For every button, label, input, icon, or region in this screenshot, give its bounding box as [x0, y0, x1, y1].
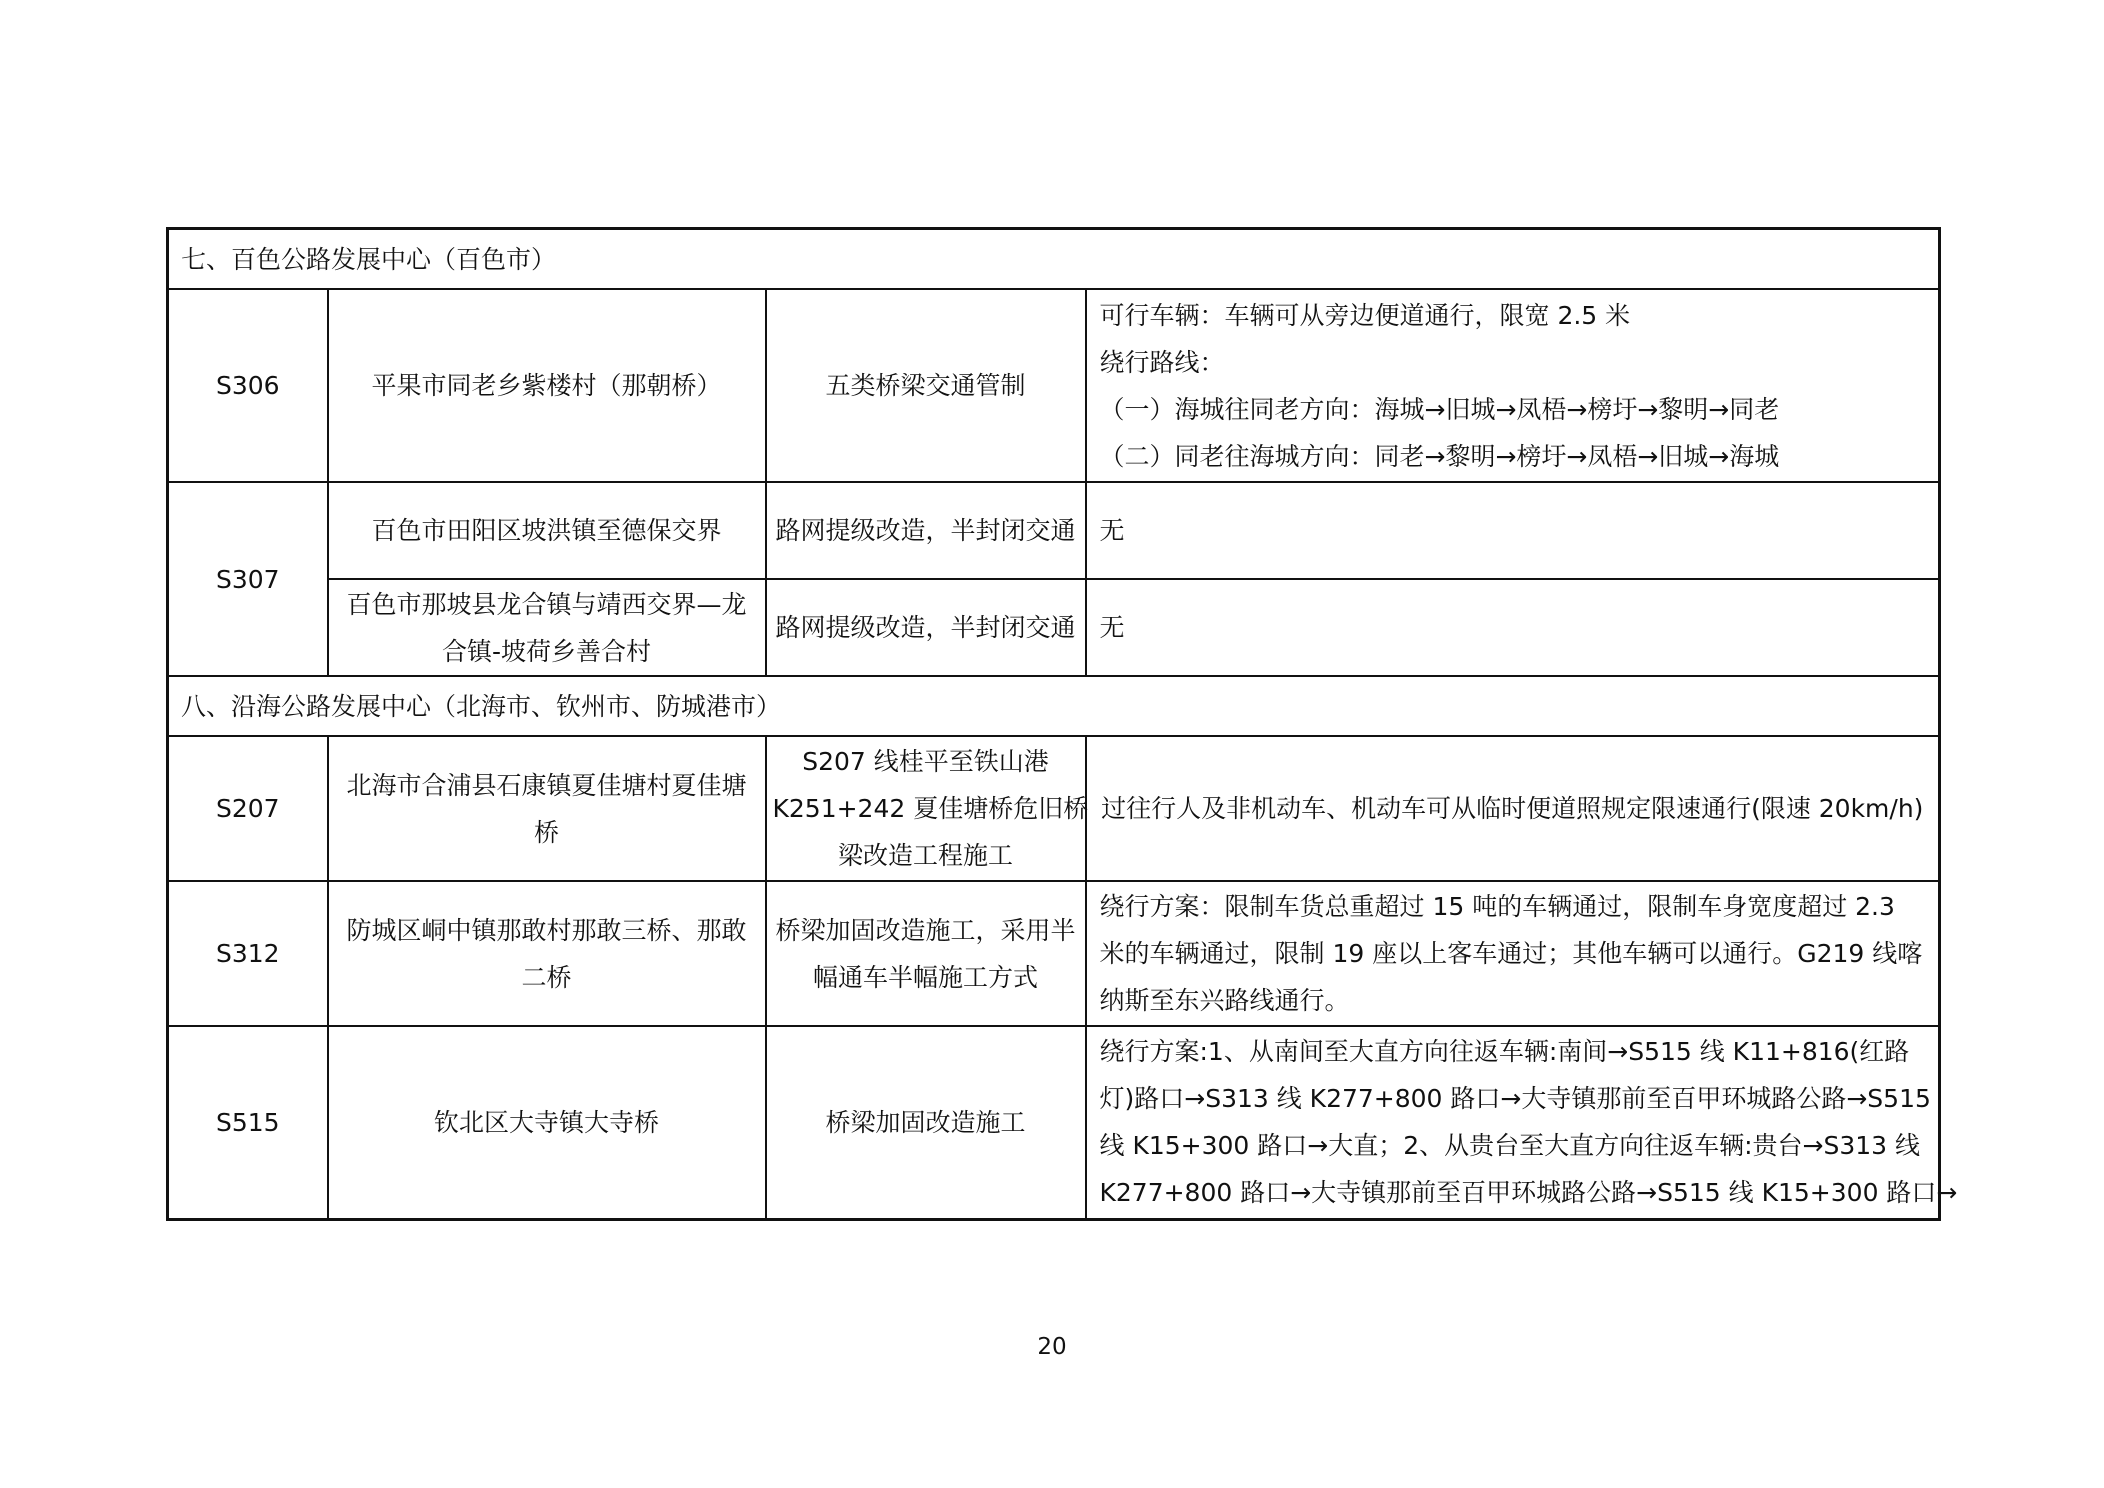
reason-line: S207 线桂平至铁山港 — [802, 747, 1049, 776]
location-cell: 北海市合浦县石康镇夏佳塘村夏佳塘桥 — [328, 736, 766, 881]
road-code-cell: S312 — [168, 881, 328, 1026]
table-row — [168, 289, 1940, 482]
detour-line: 绕行方案:1、从南间至大直方向往返车辆:南间→S515 线 K11+816(红路 — [1099, 1037, 1910, 1067]
detour-cell: 无 — [1086, 482, 1940, 579]
table-row — [168, 482, 1940, 579]
road-code-cell: S306 — [168, 289, 328, 482]
section-header-row — [168, 676, 1940, 736]
location-cell: 钦北区大寺镇大寺桥 — [328, 1026, 766, 1219]
location-cell: 平果市同老乡紫楼村（那朝桥） — [328, 289, 766, 482]
section-title: 七、百色公路发展中心（百色市） — [168, 229, 1940, 290]
reason-cell: 桥梁加固改造施工，采用半幅通车半幅施工方式 — [766, 881, 1086, 1026]
detour-cell — [1086, 289, 1940, 482]
location-cell: 百色市那坡县龙合镇与靖西交界—龙合镇-坡荷乡善合村 — [328, 579, 766, 676]
detour-cell — [1086, 1026, 1958, 1219]
detour-cell: 无 — [1086, 579, 1940, 676]
table-row — [168, 881, 1940, 1026]
road-code-cell: S307 — [168, 482, 328, 676]
table-row — [168, 736, 1940, 881]
detour-line: 线 K15+300 路口→大直；2、从贵台至大直方向往返车辆:贵台→S313 线 — [1099, 1131, 1921, 1161]
detour-line: K277+800 路口→大寺镇那前至百甲环城路公路→S515 线 K15+300 路口→ — [1099, 1178, 1958, 1208]
road-code-cell: S515 — [168, 1026, 328, 1219]
reason-cell: 路网提级改造，半封闭交通 — [766, 579, 1086, 676]
reason-cell: 桥梁加固改造施工 — [766, 1026, 1086, 1219]
location-cell: 防城区峒中镇那敢村那敢三桥、那敢二桥 — [328, 881, 766, 1026]
detour-line: 可行车辆：车辆可从旁边便道通行，限宽 2.5 米 — [1099, 300, 1631, 330]
reason-cell: 路网提级改造，半封闭交通 — [766, 482, 1086, 579]
section-title: 八、沿海公路发展中心（北海市、钦州市、防城港市） — [168, 676, 1940, 736]
detour-line: 灯)路口→S313 线 K277+800 路口→大寺镇那前至百甲环城路公路→S515 — [1099, 1084, 1931, 1114]
road-control-table — [166, 227, 1958, 1221]
detour-line: 绕行方案：限制车货总重超过 15 吨的车辆通过，限制车身宽度超过 2.3 — [1099, 892, 1895, 921]
detour-cell: 过往行人及非机动车、机动车可从临时便道照规定限速通行(限速 20km/h) — [1086, 736, 1940, 881]
table-row — [168, 579, 1940, 676]
table-row — [168, 1026, 1940, 1219]
reason-line: K251+242 夏佳塘桥危旧桥 — [772, 794, 1089, 823]
reason-cell — [766, 736, 1089, 881]
detour-line: 绕行路线： — [1099, 347, 1225, 377]
reason-line: 梁改造工程施工 — [837, 841, 1013, 870]
reason-cell: 五类桥梁交通管制 — [766, 289, 1086, 482]
detour-line: 米的车辆通过，限制 19 座以上客车通过；其他车辆可以通行。G219 线喀 — [1099, 939, 1923, 968]
detour-line: 纳斯至东兴路线通行。 — [1099, 986, 1350, 1015]
detour-line: （二）同老往海城方向：同老→黎明→榜圩→凤梧→旧城→海城 — [1099, 441, 1780, 471]
page-number: 20 — [1037, 1334, 1067, 1360]
detour-line: （一）海城往同老方向：海城→旧城→凤梧→榜圩→黎明→同老 — [1099, 394, 1780, 424]
detour-cell — [1086, 881, 1940, 1026]
location-cell: 百色市田阳区坡洪镇至德保交界 — [328, 482, 766, 579]
section-header-row — [168, 229, 1940, 290]
road-code-cell: S207 — [168, 736, 328, 881]
